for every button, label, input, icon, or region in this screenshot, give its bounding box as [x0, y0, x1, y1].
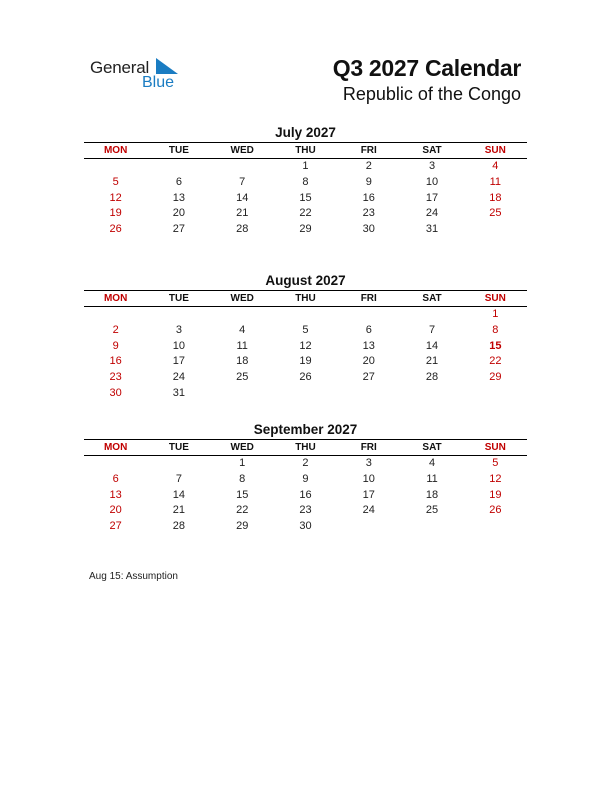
day-cell: 13 — [109, 488, 122, 501]
day-cell: 19 — [299, 355, 312, 368]
week-row — [84, 488, 527, 504]
day-cell: 11 — [236, 339, 248, 352]
day-cell: 10 — [425, 175, 439, 188]
day-cell: 29 — [236, 520, 249, 533]
logo-blue-text: Blue — [142, 74, 175, 91]
week-row — [84, 370, 527, 386]
day-cell: 19 — [109, 207, 122, 220]
day-cell: 6 — [365, 323, 372, 336]
day-cell: 21 — [172, 504, 186, 517]
weekday-label: SAT — [422, 442, 442, 453]
day-cell: 22 — [489, 355, 502, 368]
day-cell: 31 — [425, 223, 439, 236]
day-cell: 9 — [365, 175, 372, 188]
weekday-label: TUE — [168, 442, 189, 453]
day-cell — [464, 519, 527, 535]
page-title: Q3 2027 Calendar — [332, 55, 521, 81]
day-cell: 26 — [489, 504, 502, 517]
day-cell: 24 — [362, 504, 375, 517]
day-cell: 29 — [299, 223, 312, 236]
day-cell: 25 — [425, 504, 439, 517]
weekday-header-row — [84, 290, 527, 307]
day-cell: 30 — [362, 223, 375, 236]
weekday-label: THU — [295, 145, 316, 156]
day-cell: 26 — [299, 371, 312, 384]
day-cell: 8 — [492, 323, 499, 336]
day-cell — [337, 386, 400, 402]
day-cell: 7 — [239, 175, 246, 188]
month-title: September 2027 — [253, 422, 358, 437]
day-cell: 3 — [175, 323, 182, 336]
page-subtitle: Republic of the Congo — [342, 84, 521, 104]
logo-triangle-icon — [156, 58, 180, 74]
day-cell: 16 — [362, 191, 375, 204]
day-cell: 4 — [428, 457, 436, 469]
day-cell — [400, 386, 463, 402]
day-cell: 20 — [172, 207, 186, 220]
day-cell: 10 — [362, 472, 375, 485]
week-row — [84, 222, 527, 238]
day-cell: 4 — [492, 160, 499, 172]
day-cell: 7 — [175, 472, 182, 485]
day-cell: 27 — [172, 223, 186, 236]
day-cell — [337, 519, 400, 535]
day-cell: 9 — [112, 339, 119, 352]
weekday-label: WED — [230, 145, 254, 156]
day-cell: 28 — [236, 223, 249, 236]
day-cell: 1 — [492, 308, 499, 320]
week-row — [84, 354, 527, 370]
day-cell: 3 — [428, 160, 436, 172]
weekday-label: SUN — [484, 442, 506, 453]
day-cell: 14 — [425, 339, 439, 352]
day-cell: 5 — [302, 323, 309, 336]
day-cell: 11 — [426, 472, 438, 485]
day-cell: 23 — [109, 371, 122, 384]
day-cell: 5 — [112, 175, 119, 188]
day-cell — [147, 159, 210, 175]
day-cell: 14 — [172, 488, 186, 501]
weekday-label: SUN — [484, 293, 506, 304]
day-cell: 7 — [428, 323, 436, 336]
day-cell: 20 — [109, 504, 122, 517]
day-cell — [211, 386, 274, 402]
weekday-label: MON — [103, 442, 128, 453]
day-cell: 19 — [489, 488, 502, 501]
week-row — [84, 503, 527, 519]
month-september — [84, 422, 527, 535]
weekday-label: SAT — [422, 293, 442, 304]
day-cell — [464, 222, 527, 238]
week-row — [84, 323, 527, 339]
day-cell: 16 — [299, 488, 312, 501]
generalblue-logo — [90, 56, 190, 96]
weekday-header-row — [84, 439, 527, 456]
weekday-label: TUE — [168, 145, 189, 156]
day-cell: 20 — [362, 355, 375, 368]
day-cell: 17 — [172, 355, 186, 368]
day-cell: 21 — [425, 355, 439, 368]
day-cell: 8 — [302, 175, 309, 188]
weekday-label: THU — [295, 293, 316, 304]
weekday-label: WED — [230, 442, 254, 453]
day-cell: 1 — [239, 457, 246, 469]
day-cell: 28 — [425, 371, 439, 384]
week-row — [84, 206, 527, 222]
week-row — [84, 519, 527, 535]
day-cell: 25 — [489, 207, 502, 220]
day-cell: 23 — [362, 207, 375, 220]
day-cell — [147, 456, 210, 472]
day-cell: 6 — [112, 472, 119, 485]
day-cell: 2 — [365, 160, 372, 172]
week-row — [84, 472, 527, 488]
weekday-label: FRI — [360, 145, 377, 156]
day-cell: 27 — [362, 371, 375, 384]
weekday-label: FRI — [360, 293, 377, 304]
day-cell — [84, 159, 147, 175]
day-cell — [274, 386, 337, 402]
day-cell: 3 — [365, 457, 372, 469]
day-cell: 17 — [425, 191, 439, 204]
day-cell: 13 — [172, 191, 186, 204]
day-cell: 10 — [172, 339, 186, 352]
day-cell: 18 — [236, 355, 249, 368]
day-cell: 2 — [112, 323, 119, 336]
weekday-label: FRI — [360, 442, 377, 453]
weekday-label: MON — [103, 293, 128, 304]
day-cell: 8 — [239, 472, 246, 485]
weekday-label: SAT — [422, 145, 442, 156]
day-cell: 23 — [299, 504, 312, 517]
week-row — [84, 386, 527, 402]
week-row — [84, 456, 527, 472]
month-july — [84, 125, 527, 238]
weekday-label: TUE — [168, 293, 189, 304]
day-cell — [84, 307, 147, 323]
day-cell: 12 — [109, 191, 122, 204]
holiday-note: Aug 15: Assumption — [89, 571, 178, 582]
week-row — [84, 307, 527, 323]
day-cell — [337, 307, 400, 323]
week-row — [84, 159, 527, 175]
weekday-header-row — [84, 142, 527, 159]
month-title: July 2027 — [275, 125, 336, 140]
logo-general-text: General — [90, 58, 150, 77]
day-cell: 4 — [239, 323, 246, 336]
day-cell: 12 — [489, 472, 502, 485]
day-cell: 13 — [362, 339, 375, 352]
day-cell: 22 — [236, 504, 249, 517]
day-cell — [84, 456, 147, 472]
day-cell: 22 — [299, 207, 312, 220]
day-cell — [211, 307, 274, 323]
week-row — [84, 339, 527, 355]
day-cell: 18 — [489, 191, 502, 204]
day-cell: 5 — [492, 457, 499, 469]
day-cell: 27 — [109, 520, 122, 533]
day-cell: 24 — [425, 207, 439, 220]
day-cell: 26 — [109, 223, 122, 236]
day-cell: 25 — [236, 371, 249, 384]
weekday-label: THU — [295, 442, 316, 453]
day-cell: 17 — [362, 488, 375, 501]
day-cell — [211, 159, 274, 175]
month-title: August 2027 — [265, 273, 346, 288]
day-cell: 11 — [489, 175, 502, 188]
day-cell — [147, 307, 210, 323]
day-cell: 12 — [299, 339, 312, 352]
day-cell: 18 — [425, 488, 439, 501]
day-cell: 30 — [299, 520, 312, 533]
day-cell: 30 — [109, 386, 122, 399]
day-cell — [274, 307, 337, 323]
weekday-label: MON — [103, 145, 128, 156]
day-cell — [464, 386, 527, 402]
day-cell: 1 — [302, 160, 309, 172]
day-cell: 24 — [172, 371, 186, 384]
day-cell: 15 — [236, 488, 249, 501]
weekday-label: WED — [230, 293, 254, 304]
day-cell — [400, 307, 463, 323]
week-row — [84, 191, 527, 207]
day-cell: 28 — [172, 520, 186, 533]
month-august — [84, 273, 527, 402]
day-cell: 15 — [489, 339, 502, 352]
day-cell: 16 — [109, 355, 122, 368]
day-cell: 9 — [302, 472, 309, 485]
day-cell: 31 — [172, 386, 186, 399]
day-cell: 6 — [175, 175, 182, 188]
weekday-label: SUN — [484, 145, 506, 156]
day-cell: 21 — [236, 207, 249, 220]
day-cell: 29 — [489, 371, 502, 384]
day-cell — [400, 519, 463, 535]
day-cell: 2 — [302, 457, 309, 469]
day-cell: 15 — [299, 191, 312, 204]
week-row — [84, 175, 527, 191]
day-cell: 14 — [236, 191, 249, 204]
